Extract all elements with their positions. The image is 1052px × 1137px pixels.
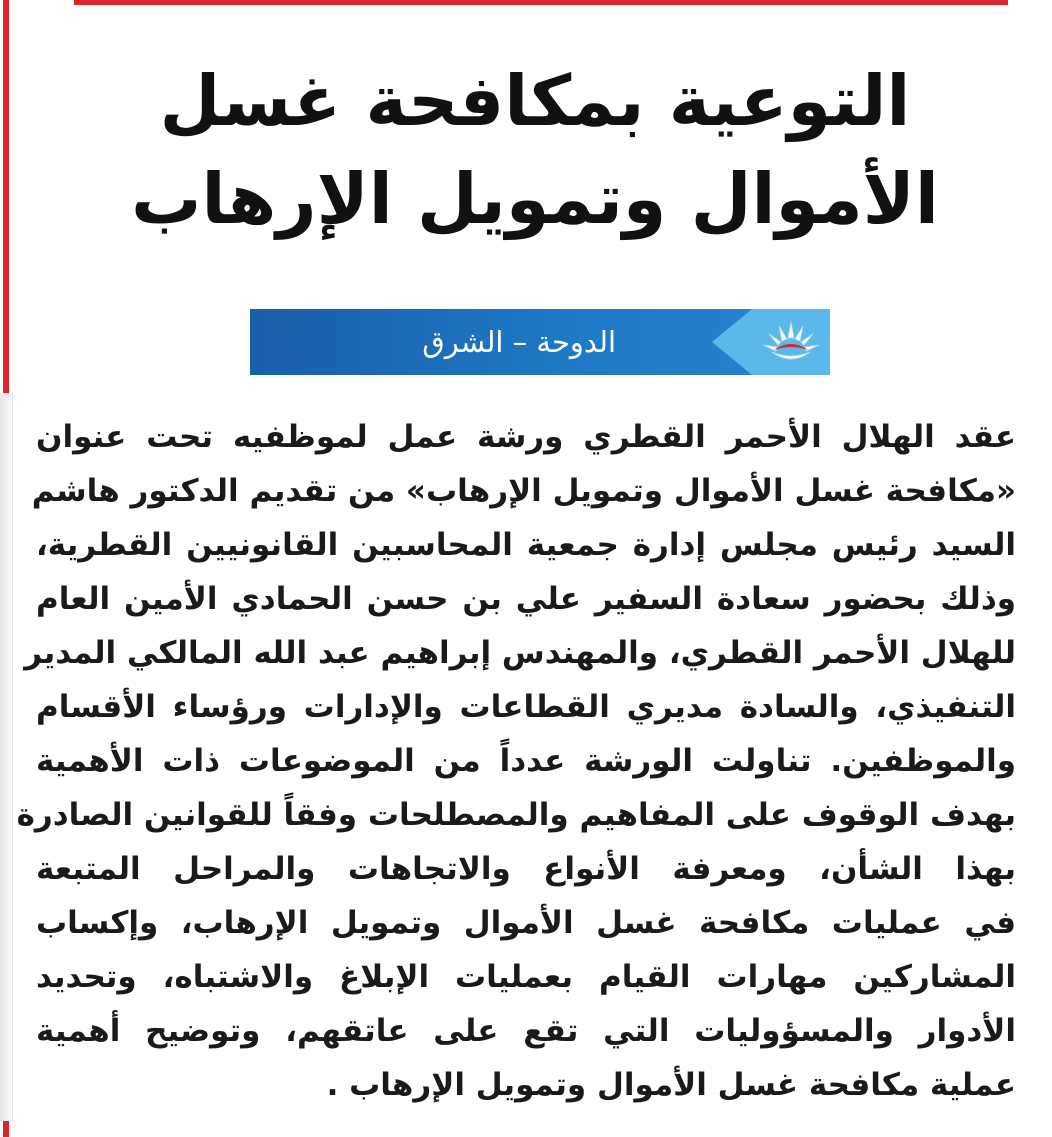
dateline: الدوحة – الشرق (422, 325, 616, 359)
top-red-rule (74, 0, 1008, 5)
body-line: وذلك بحضور سعادة السفير علي بن حسن الحمادي الأمين العام (36, 581, 1016, 617)
body-line: للهلال الأحمر القطري، والمهندس إبراهيم عبد الله المالكي المدير (24, 635, 1016, 671)
body-line: عقد الهلال الأحمر القطري ورشة عمل لموظفيه تحت عنوان (36, 419, 1016, 455)
body-line: الأدوار والمسؤوليات التي تقع على عاتقهم، وتوضيح أهمية (36, 1013, 1016, 1049)
body-line: بهذا الشأن، ومعرفة الأنواع والاتجاهات والمراحل المتبعة (36, 851, 1016, 887)
body-line: بهدف الوقوف على المفاهيم والمصطلحات وفقاً للقوانين الصادرة (16, 797, 1016, 833)
headline-line-2: الأموال وتمويل الإرهاب (131, 158, 939, 240)
body-line: التنفيذي، والسادة مديري القطاعات والإدارات ورؤساء الأقسام (36, 689, 1016, 725)
headline-line-1: التوعية بمكافحة غسل (159, 60, 911, 142)
crescent-sunburst-logo-icon (758, 318, 824, 366)
body-line: والموظفين. تناولت الورشة عدداً من الموضوعات ذات الأهمية (36, 743, 1016, 779)
dateline-bar (250, 309, 830, 375)
body-line: في عمليات مكافحة غسل الأموال وتمويل الإرهاب، وإكساب (36, 905, 1016, 941)
article-body (16, 410, 1016, 1112)
body-line: السيد رئيس مجلس إدارة جمعية المحاسبين القانونيين القطرية، (36, 527, 1016, 563)
body-line: المشاركين مهارات القيام بعمليات الإبلاغ والاشتباه، وتحديد (36, 959, 1016, 995)
page-edge-tab (0, 393, 13, 1121)
body-line: «مكافحة غسل الأموال وتمويل الإرهاب» من تقديم الدكتور هاشم (31, 473, 1016, 509)
body-line: عملية مكافحة غسل الأموال وتمويل الإرهاب . (326, 1067, 1016, 1103)
article-headline (120, 52, 950, 248)
